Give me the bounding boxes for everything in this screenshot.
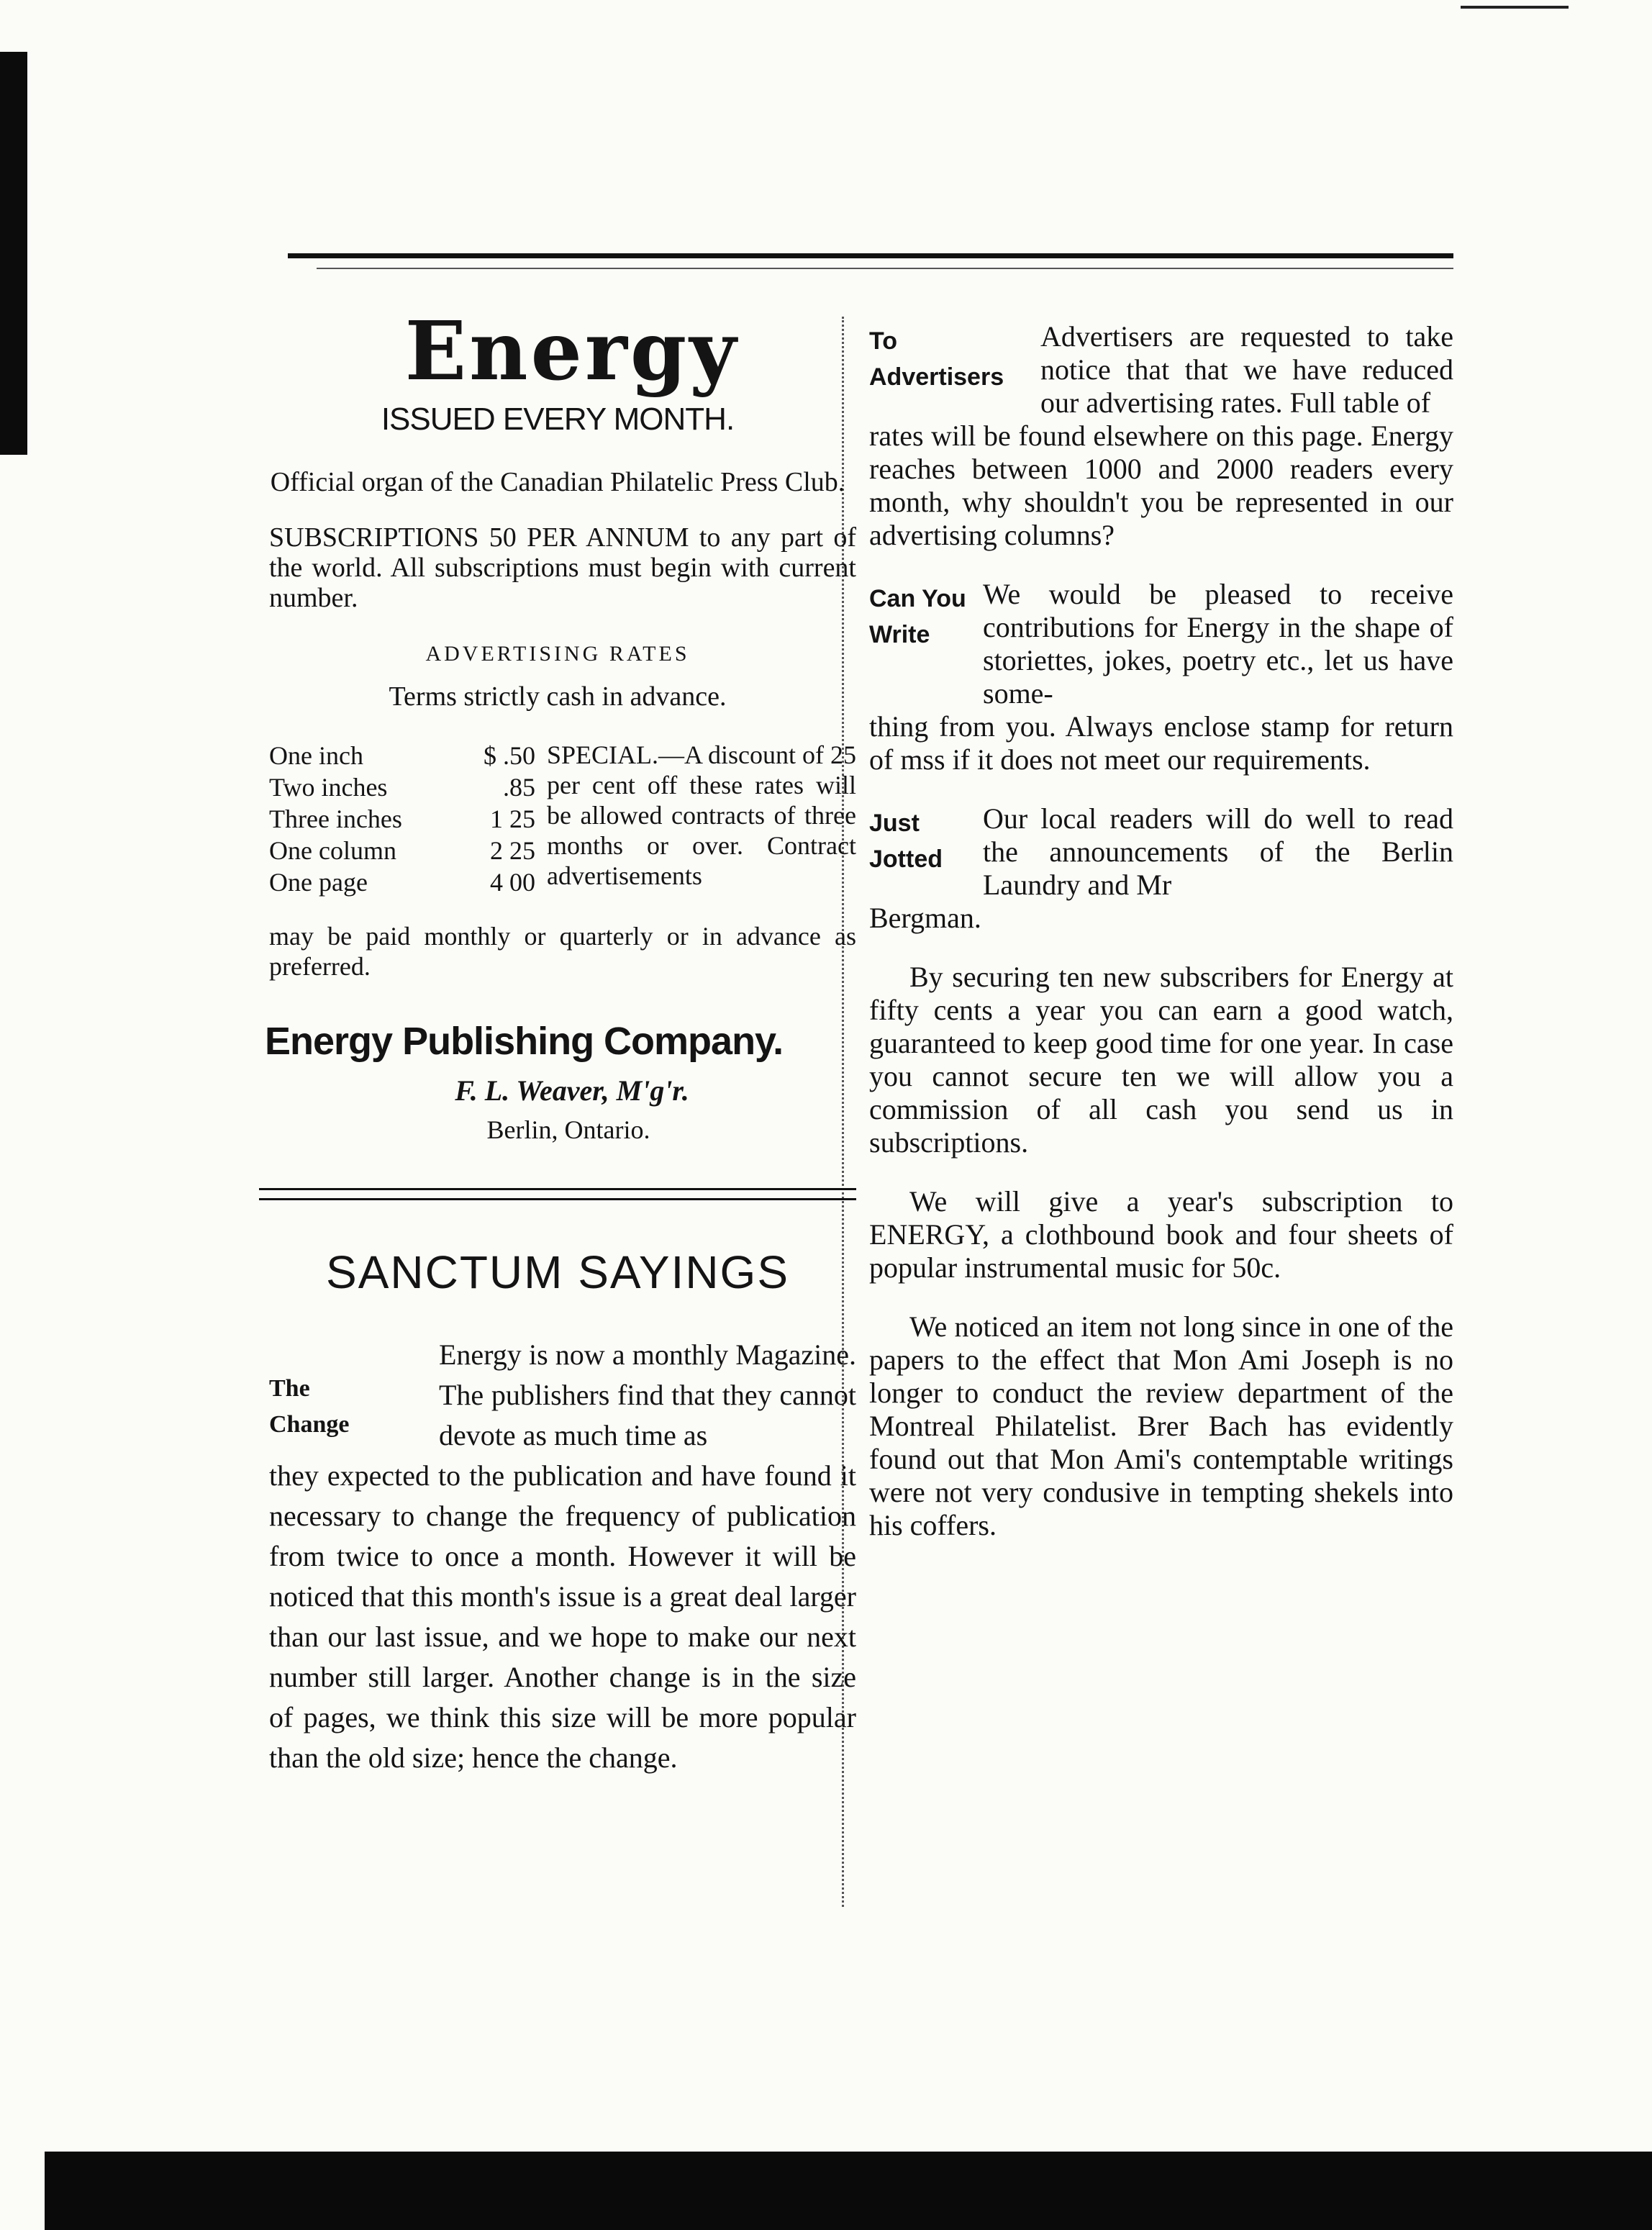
section-rule-line [259, 1198, 856, 1200]
paragraph-mon-ami-joseph: We noticed an item not long since in one of the papers to the effect that Mon Ami Joseph is no longer to conduct the review department of the Montreal Philatelist. Brer Bach has evidently found out that Mon Ami's contemptable writings were not very condusive in tempting shekels into his coffers. [869, 1310, 1453, 1541]
publisher-city: Berlin, Ontario. [486, 1115, 650, 1144]
section-rule [259, 1188, 856, 1217]
rate-price: $ .50 [484, 740, 535, 770]
side-heading-to-advertisers: To Advertisers [869, 327, 1004, 391]
to-advertisers-text-rest: rates will be found elsewhere on this page. Energy reaches between 1000 and 2000 readers every month, why shouldn't you be represented in our advertising columns? [869, 420, 1453, 551]
rate-price: .85 [503, 772, 535, 802]
scan-mark-top [1461, 6, 1569, 9]
the-change-text-rest: they expected to the publication and have found it necessary to change the frequency of publication from twice to once a month. However it will be noticed that this month's issue is a great deal larger than our last issue, and we hope to make our next number still larger. Another change is in the size of pages, we think this size will be more popular than the old size; hence the change. [269, 1459, 856, 1774]
rates-block [259, 740, 856, 921]
side-heading-just-jotted: Just Jotted [869, 810, 943, 873]
rate-row [269, 835, 535, 866]
article-can-you-write [861, 578, 1453, 776]
can-you-write-text-first: We would be pleased to receive contributions for Energy in the shape of storiettes, jokes, poetry etc., let us have some- [983, 578, 1453, 710]
section-rule-line [259, 1188, 856, 1190]
rate-row [269, 803, 535, 835]
just-jotted-text-first: Our local readers will do well to read the announcements of the Berlin Laundry and Mr [983, 802, 1453, 901]
article-the-change [259, 1335, 856, 1778]
can-you-write-text-rest: thing from you. Always enclose stamp for return of mss if it does not meet our requirements. [869, 710, 1453, 776]
rate-row [269, 740, 535, 771]
paragraph-subscription-offer: We will give a year's subscription to ENERGY, a clothbound book and four sheets of popular instrumental music for 50c. [869, 1185, 1453, 1284]
paragraph-subscribers-watch: By securing ten new subscribers for Energy at fifty cents a year you can earn a good watch, guaranteed to keep good time for one year. In case you cannot secure ten we will allow you a commission of all cash you send us in subscriptions. [869, 961, 1453, 1159]
the-change-text-first: Energy is now a monthly Magazine. The publishers find that they cannot devote as much time as [439, 1338, 856, 1451]
rate-item: Three inches [269, 804, 402, 833]
just-jotted-text-rest: Bergman. [869, 902, 981, 934]
rate-row [269, 771, 535, 803]
scan-edge-left [0, 52, 27, 455]
left-column [259, 304, 857, 1778]
rate-item: Two inches [269, 772, 388, 802]
special-discount-note: SPECIAL.—A discount of 25 per cent off these rates will be allowed contracts of three months or over. Contract advertisements [547, 740, 857, 890]
top-rule-thin [317, 268, 1453, 269]
advertising-rates-heading: ADVERTISING RATES [425, 641, 690, 666]
rate-item: One page [269, 867, 368, 897]
scan-edge-bottom [45, 2152, 1652, 2230]
rates-table [269, 740, 535, 898]
rate-price: 2 25 [490, 835, 535, 865]
top-rule-thick [288, 253, 1453, 258]
terms-note: Terms strictly cash in advance. [389, 681, 727, 712]
to-advertisers-text-first: Advertisers are requested to take notice that that we have reduced our advertising rates. Full table of [1040, 320, 1453, 419]
right-column [861, 320, 1453, 1542]
special-discount-continued: may be paid monthly or quarterly or in advance as preferred. [269, 921, 856, 981]
side-heading-the-change: The Change [269, 1374, 350, 1438]
rate-item: One inch [269, 740, 363, 770]
official-organ-note: Official organ of the Canadian Philatelic Press Club. [270, 466, 845, 497]
side-heading-can-you-write: Can You Write [869, 585, 966, 648]
rate-price: 4 00 [490, 867, 535, 897]
manager-name: F. L. Weaver, M'g'r. [455, 1074, 689, 1107]
rate-row [269, 866, 535, 898]
article-to-advertisers [861, 320, 1453, 552]
subscriptions-note: SUBSCRIPTIONS 50 PER ANNUM to any part of the world. All subscriptions must begin with current number. [269, 522, 856, 613]
publisher-name: Energy Publishing Company. [265, 1019, 784, 1063]
rate-item: One column [269, 835, 396, 865]
issued-every-month: ISSUED EVERY MONTH. [381, 401, 735, 437]
article-just-jotted [861, 802, 1453, 935]
masthead-title: Energy [404, 304, 740, 399]
rate-price: 1 25 [490, 804, 535, 833]
sanctum-sayings-heading: SANCTUM SAYINGS [326, 1246, 789, 1298]
